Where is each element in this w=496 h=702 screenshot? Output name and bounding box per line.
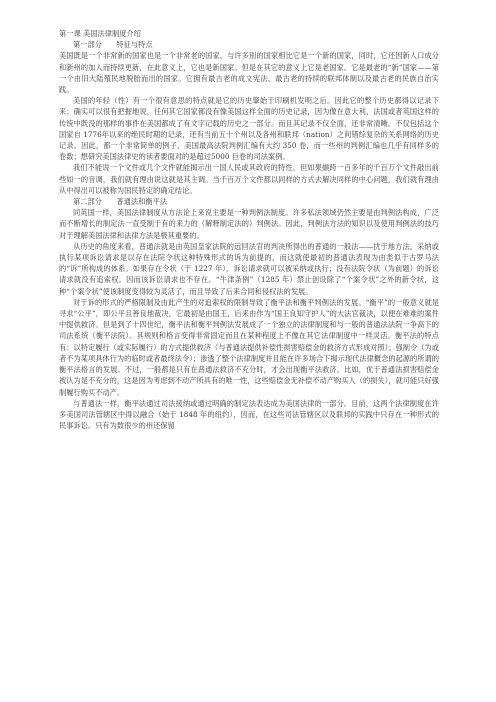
paragraph: 我们不能说一个文件或几个文件就能揭示出一国人民或其政府的特性。但如果撷跨一百多年的千百万个文件敲出前些如一的音调，我们就有理由说这就是其主调。当千百万个文件都以同样的方式去解决同样的中心问题，我们就有理由从中得出可以被称为国民特定的确定结论。: [59, 163, 439, 195]
paragraph: 美国既是一个非常新的国家也是一个非常老的国家。与许多别的国家相比它是一个新的国家，同时，它还因新人口成分和新州的加入而持续更新，在此意义上，它也是新国家。但是在其它的意义上它是老国家。它是最老的“新”国家——第一个由旧大陆殖民地脱胎而出的国家。它拥有最古老的成文宪法、最古老的持续的联邦体制以及最古老的民族自治实践。: [59, 51, 439, 95]
paragraph: 对于诉的形式的严格限制及由此产生的对追索权的限制导致了衡平法和衡平判例法的发展。“衡平”的一般意义就是寻求“公平”，即公平且善良地裁决，它最初是由国王，后来由作为“国王良知守护人”的大法官裁决，以便在难难的案件中提供救济。但是到了十四世纪，衡平法和衡平判例法发展成了一个独立的法律制度和与一般的普通法法院一争高下的司法系统（衡平法院）。其规则和格言变得非常固定而且在某种程度上不像在其它法律制度中一样灵活。衡平法的特点有：以特定履行（或实际履行）的方式提供救济（与普通法提供补偿性损害赔偿金的救济方式形成对照）；强制令（为或者不为某项具体行为的临时或者最终法令）；渗透了整个法律制度并且能在许多场合下揭示现代法律概念的起源的所谓的衡平法格言的发展。不过，一般都是只有在普通法救济不充分时，才会出现衡平法救济。比如，优于普通法损害赔偿金被认为是不充分的，这是因为考虑到不动产所具有的唯一性，这些赔偿金无补偿不动产购买人（的损失），就可能只好强制履行购买不动产。: [59, 297, 439, 397]
paragraph: 与普通法一样，衡平法通过司法接纳或通过明确的制定法表达成为美国法律的一部分。目前，这两个法律制度在许多美国司法管辖区中得以融合（始于 1848 年的纽约），因而，在这些司法管辖区以及联邦的实践中只存在一种形式的民事诉讼。只有为数很少的州还保留: [59, 398, 439, 431]
lesson-title: 第一课 美国法律制度介绍: [59, 29, 141, 38]
paragraph: 从历史的角度来看，普通法就是由英国皇家法院的远回法官的判决所得出的普通的一般法——扰于地方法。采纳或执行某项诉讼请求是以存在法院令状这种特殊形式的诉为前提的，而这就使最初的普通法表现为由类似于古罗马法的“诉”所构成的体系。如果存在令状（于 1227 年），诉讼请求就可以被采纳或执行；没有法院令状（为前题）的诉讼请求就没有追索权。因而该诉讼请求也不存在。“牛津条例”（1285 年）禁止创设除了“个案令状”之外的新令状，这种“个案令状”使该制度变得较为灵活了，而且导致了后来合同和侵权法的发展。: [59, 241, 439, 296]
paragraph: 同英国一样，美国法律制度从方法论上来说主要是一种判例法制度。许多私法领域仍然主要是由判例法构成，广泛而不断增长的制定法一直受制于有的来力的（解释制定法的）判例法。因此，判例法方法的知识以及使用判例法的技巧对于理解美国法律和法律方法是极其重要的。: [59, 208, 439, 240]
section-heading-2: 第二部分 普通法和衡平法: [73, 197, 168, 207]
document-page: [59, 28, 439, 431]
paragraph: 美国的年轻（性）有一个很有意思的特点就是它的历史肇始于印刷机发明之后。因此它的整个历史都得以记录下来；确实可以很有把握地说，任何其它国家都没有像美国这样全面的历史记录，因为像在意大利、法国或者英国这样的传统中既没的那样的事件在美国都成了有文字记载的历史之一部分。而且其记录不仅全面，还非常清晰。不仅包括这个国家自 1776年以来的绝民时期的记录，还有当前五十个州以及各州和联邦（nation）之间错综复杂的关系网络的历史记录。因此，都一个非常简单的例子，美国最高法院判例汇编有大约 350 卷，而一些州的判例汇编也几乎有同样多的卷数；想研究美国法律史的读者要面对的是超过5000 巨卷的司法案例。: [59, 96, 439, 162]
section-heading-1: 第一部分 特征与特点: [73, 40, 153, 50]
